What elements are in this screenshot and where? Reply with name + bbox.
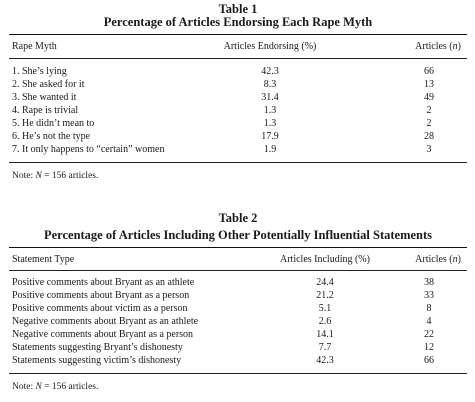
table-row — [9, 65, 467, 78]
row-label: 3. She wanted it — [12, 92, 77, 103]
row-label: Positive comments about victim as a person — [12, 303, 188, 314]
row-count: 12 — [424, 342, 434, 353]
row-label: 7. It only happens to “certain” women — [12, 144, 165, 155]
row-count: 2 — [426, 118, 432, 129]
table-row — [9, 130, 467, 143]
table2-top-rule — [9, 247, 467, 248]
table-row — [9, 104, 467, 117]
row-label: Statements suggesting Bryant’s dishonesty — [12, 342, 183, 353]
table1-label: Table 1 — [218, 2, 258, 16]
table2-label: Table 2 — [218, 211, 258, 225]
row-percent: 42.3 — [261, 66, 279, 77]
row-label: 1. She’s lying — [12, 66, 67, 77]
row-label: Statements suggesting victim’s dishonesty — [12, 355, 182, 366]
row-label: Positive comments about Bryant as a person — [12, 290, 190, 301]
row-count: 22 — [424, 329, 434, 340]
table2-header-articles-including: Articles Including (%) — [280, 254, 370, 265]
row-count: 49 — [424, 92, 434, 103]
table1-title: Percentage of Articles Endorsing Each Rape Myth — [103, 15, 373, 29]
row-percent: 2.6 — [318, 316, 332, 327]
row-percent: 1.3 — [263, 118, 277, 129]
table-row — [9, 328, 467, 341]
table1-header-articles-endorsing: Articles Endorsing (%) — [223, 41, 317, 52]
row-label: 6. He’s not the type — [12, 131, 91, 142]
row-label: Negative comments about Bryant as a person — [12, 329, 194, 340]
table-row — [9, 276, 467, 289]
table2-header-row — [9, 253, 467, 266]
row-percent: 1.3 — [263, 105, 277, 116]
table-row — [9, 302, 467, 315]
table1-bottom-rule — [9, 162, 467, 163]
table2-header-articles-n: Articles (n) — [415, 254, 461, 265]
table1-header-rape-myth: Rape Myth — [12, 41, 57, 52]
table1-top-rule — [9, 34, 467, 35]
table2-header-rule — [9, 270, 467, 271]
row-label: 2. She asked for it — [12, 79, 85, 90]
row-percent: 1.9 — [263, 144, 277, 155]
table1-note: Note: N = 156 articles. — [12, 171, 99, 181]
row-count: 66 — [424, 355, 434, 366]
row-label: 4. Rape is trivial — [12, 105, 79, 116]
table1-header-articles-n: Articles (n) — [415, 41, 461, 52]
table2-title: Percentage of Articles Including Other Potentially Influential Statements — [43, 228, 433, 242]
row-percent: 17.9 — [261, 131, 279, 142]
table-row — [9, 354, 467, 367]
table-row — [9, 143, 467, 156]
row-count: 4 — [426, 316, 432, 327]
table2-bottom-rule — [9, 373, 467, 374]
row-percent: 5.1 — [318, 303, 332, 314]
table-row — [9, 341, 467, 354]
table-row — [9, 315, 467, 328]
row-percent: 24.4 — [316, 277, 334, 288]
table-row — [9, 91, 467, 104]
row-label: 5. He didn’t mean to — [12, 118, 95, 129]
row-percent: 7.7 — [318, 342, 332, 353]
table2-header-statement-type: Statement Type — [12, 254, 75, 265]
row-count: 13 — [424, 79, 434, 90]
row-percent: 8.3 — [263, 79, 277, 90]
row-count: 8 — [426, 303, 432, 314]
row-label: Positive comments about Bryant as an athlete — [12, 277, 195, 288]
row-count: 38 — [424, 277, 434, 288]
table1-header-rule — [9, 58, 467, 59]
row-count: 2 — [426, 105, 432, 116]
row-percent: 31.4 — [261, 92, 279, 103]
row-label: Negative comments about Bryant as an athlete — [12, 316, 199, 327]
row-count: 3 — [426, 144, 432, 155]
row-percent: 21.2 — [316, 290, 334, 301]
table-row — [9, 289, 467, 302]
row-count: 28 — [424, 131, 434, 142]
row-count: 66 — [424, 66, 434, 77]
table-row — [9, 117, 467, 130]
table2-note: Note: N = 156 articles. — [12, 382, 99, 392]
row-percent: 14.1 — [316, 329, 334, 340]
row-count: 33 — [424, 290, 434, 301]
table-row — [9, 78, 467, 91]
row-percent: 42.3 — [316, 355, 334, 366]
table1-header-row — [9, 40, 467, 53]
